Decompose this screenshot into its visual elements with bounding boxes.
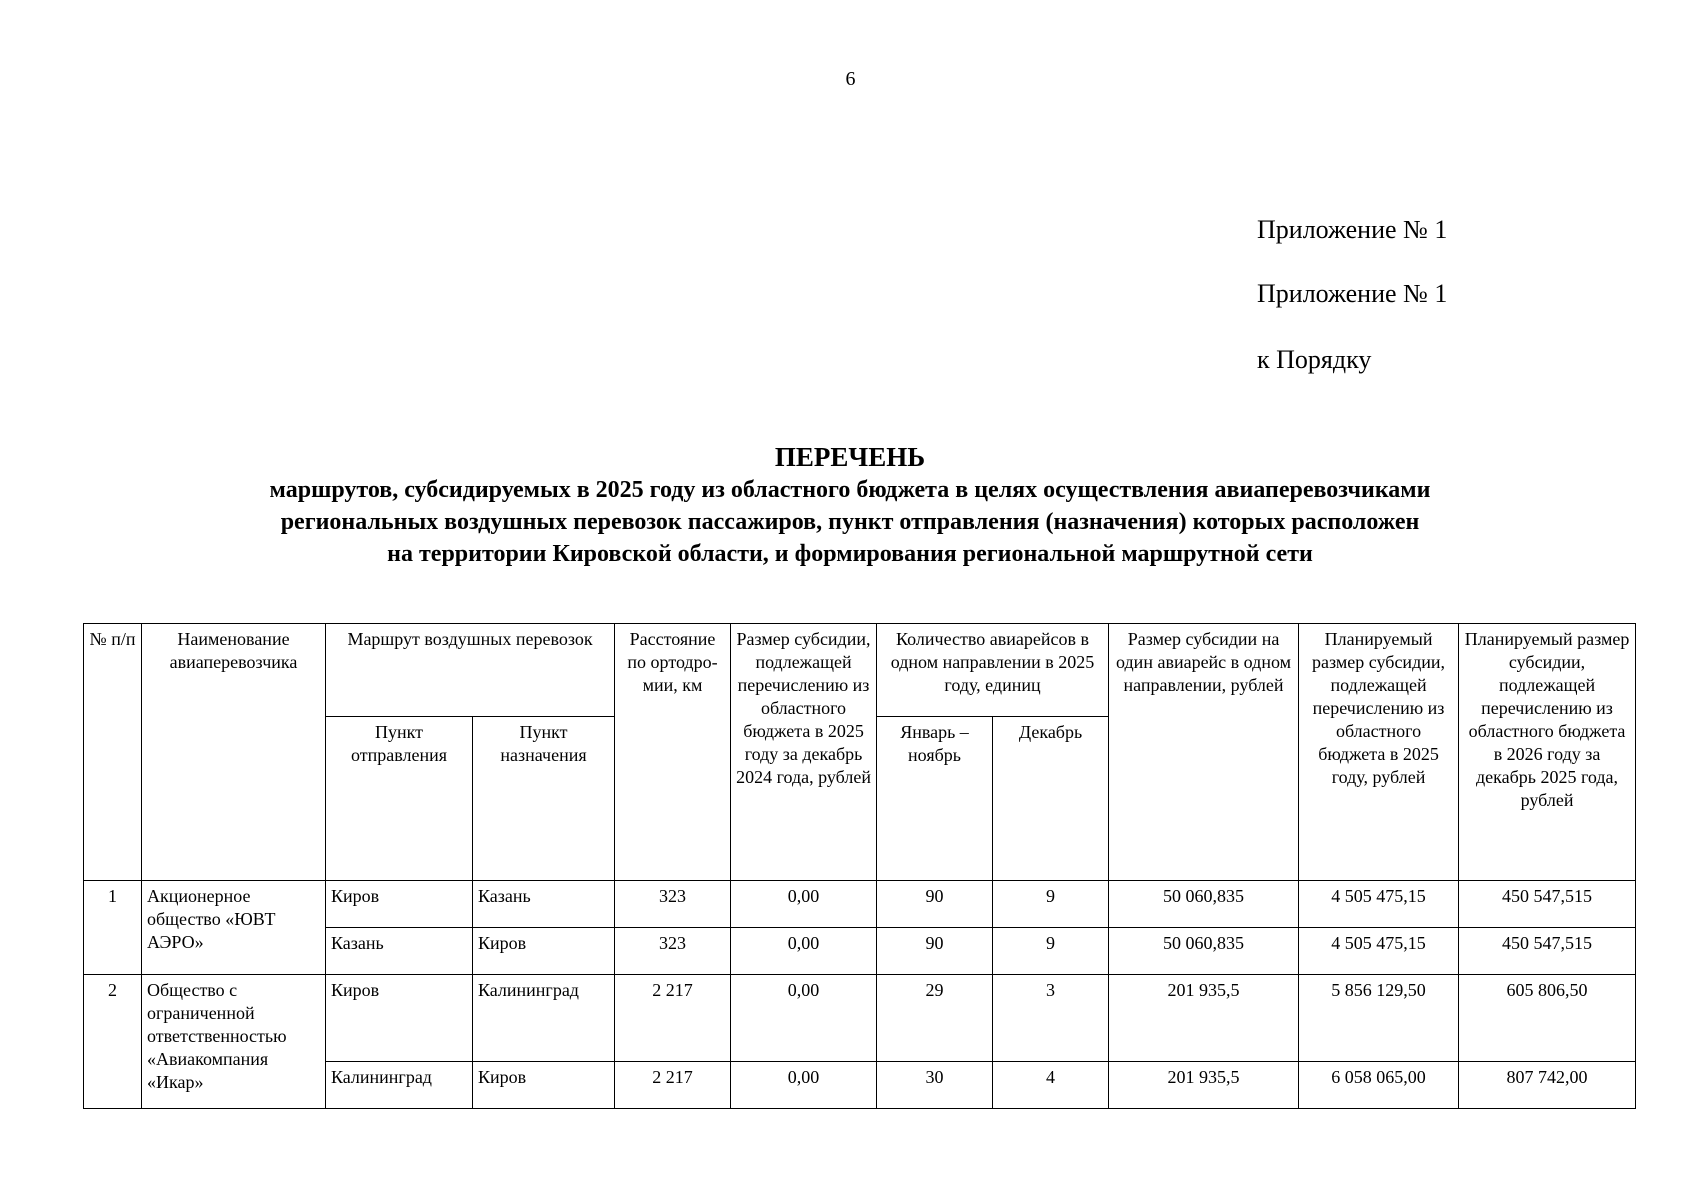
header-subsidy-dec2024: Размер субсидии, подлежащей перечислению из областного бюджета в 2025 году за декабрь 2024 года, рублей [731, 624, 877, 881]
header-planned-2025: Планируемый размер субсидии, подлежащей перечислению из областного бюджета в 2025 году, рублей [1299, 624, 1459, 881]
cell-subsidy-dec2024: 0,00 [731, 881, 877, 928]
table-row [84, 881, 1636, 928]
annex-line-1: Приложение № 1 [1257, 215, 1448, 244]
cell-per-flight: 201 935,5 [1109, 975, 1299, 1062]
cell-per-flight: 50 060,835 [1109, 928, 1299, 975]
routes-table [83, 623, 1636, 1109]
header-december: Декабрь [993, 717, 1109, 881]
header-num: № п/п [84, 624, 142, 881]
cell-per-flight: 201 935,5 [1109, 1062, 1299, 1109]
title-sub-1: маршрутов, субсидируемых в 2025 году из областного бюджета в целях осуществления авиаперевозчиками [269, 477, 1431, 503]
cell-departure: Киров [326, 881, 473, 928]
cell-distance: 323 [615, 928, 731, 975]
cell-destination: Киров [473, 1062, 615, 1109]
cell-jan-nov: 29 [877, 975, 993, 1062]
header-distance: Расстояние по ортодро-мии, км [615, 624, 731, 881]
header-jan-nov: Январь – ноябрь [877, 717, 993, 881]
cell-num: 1 [84, 881, 142, 975]
header-departure: Пункт отправления [326, 717, 473, 881]
title-main: ПЕРЕЧЕНЬ [774, 442, 926, 472]
header-route: Маршрут воздушных перевозок [326, 624, 615, 717]
title-sub-2: региональных воздушных перевозок пассажиров, пункт отправления (назначения) которых расположен [280, 509, 1420, 535]
cell-carrier: Общество с ограниченной ответственностью «Авиакомпания «Икар» [142, 975, 326, 1109]
cell-subsidy-dec2024: 0,00 [731, 1062, 877, 1109]
cell-carrier: Акционерное общество «ЮВТ АЭРО» [142, 881, 326, 975]
header-flights: Количество авиарейсов в одном направлении в 2025 году, единиц [877, 624, 1109, 717]
cell-planned-2026: 605 806,50 [1459, 975, 1636, 1062]
title-sub-3: на территории Кировской области, и формирования региональной маршрутной сети [387, 541, 1313, 567]
cell-distance: 2 217 [615, 1062, 731, 1109]
cell-planned-2025: 4 505 475,15 [1299, 881, 1459, 928]
cell-destination: Казань [473, 881, 615, 928]
cell-december: 9 [993, 928, 1109, 975]
cell-num: 2 [84, 975, 142, 1109]
page-number: 6 [845, 68, 856, 90]
cell-december: 3 [993, 975, 1109, 1062]
cell-per-flight: 50 060,835 [1109, 881, 1299, 928]
cell-departure: Калининград [326, 1062, 473, 1109]
cell-distance: 323 [615, 881, 731, 928]
cell-jan-nov: 90 [877, 881, 993, 928]
cell-planned-2026: 450 547,515 [1459, 928, 1636, 975]
cell-destination: Киров [473, 928, 615, 975]
cell-subsidy-dec2024: 0,00 [731, 928, 877, 975]
cell-december: 4 [993, 1062, 1109, 1109]
header-planned-2026: Планируемый размер субсидии, подлежащей перечислению из областного бюджета в 2026 году за декабрь 2025 года, рублей [1459, 624, 1636, 881]
annex-line-2: Приложение № 1 [1257, 279, 1448, 308]
cell-planned-2025: 5 856 129,50 [1299, 975, 1459, 1062]
annex-line-3: к Порядку [1257, 345, 1372, 374]
cell-jan-nov: 90 [877, 928, 993, 975]
cell-december: 9 [993, 881, 1109, 928]
cell-planned-2026: 450 547,515 [1459, 881, 1636, 928]
cell-distance: 2 217 [615, 975, 731, 1062]
cell-planned-2025: 4 505 475,15 [1299, 928, 1459, 975]
cell-planned-2025: 6 058 065,00 [1299, 1062, 1459, 1109]
header-row-1 [84, 624, 1636, 717]
cell-jan-nov: 30 [877, 1062, 993, 1109]
cell-subsidy-dec2024: 0,00 [731, 975, 877, 1062]
header-destination: Пункт назначения [473, 717, 615, 881]
cell-departure: Казань [326, 928, 473, 975]
header-carrier: Наименование авиаперевозчика [142, 624, 326, 881]
cell-departure: Киров [326, 975, 473, 1062]
cell-destination: Калининград [473, 975, 615, 1062]
table-row [84, 975, 1636, 1062]
document-title [60, 440, 1640, 570]
cell-planned-2026: 807 742,00 [1459, 1062, 1636, 1109]
header-subsidy-per-flight: Размер субсидии на один авиарейс в одном направлении, рублей [1109, 624, 1299, 881]
